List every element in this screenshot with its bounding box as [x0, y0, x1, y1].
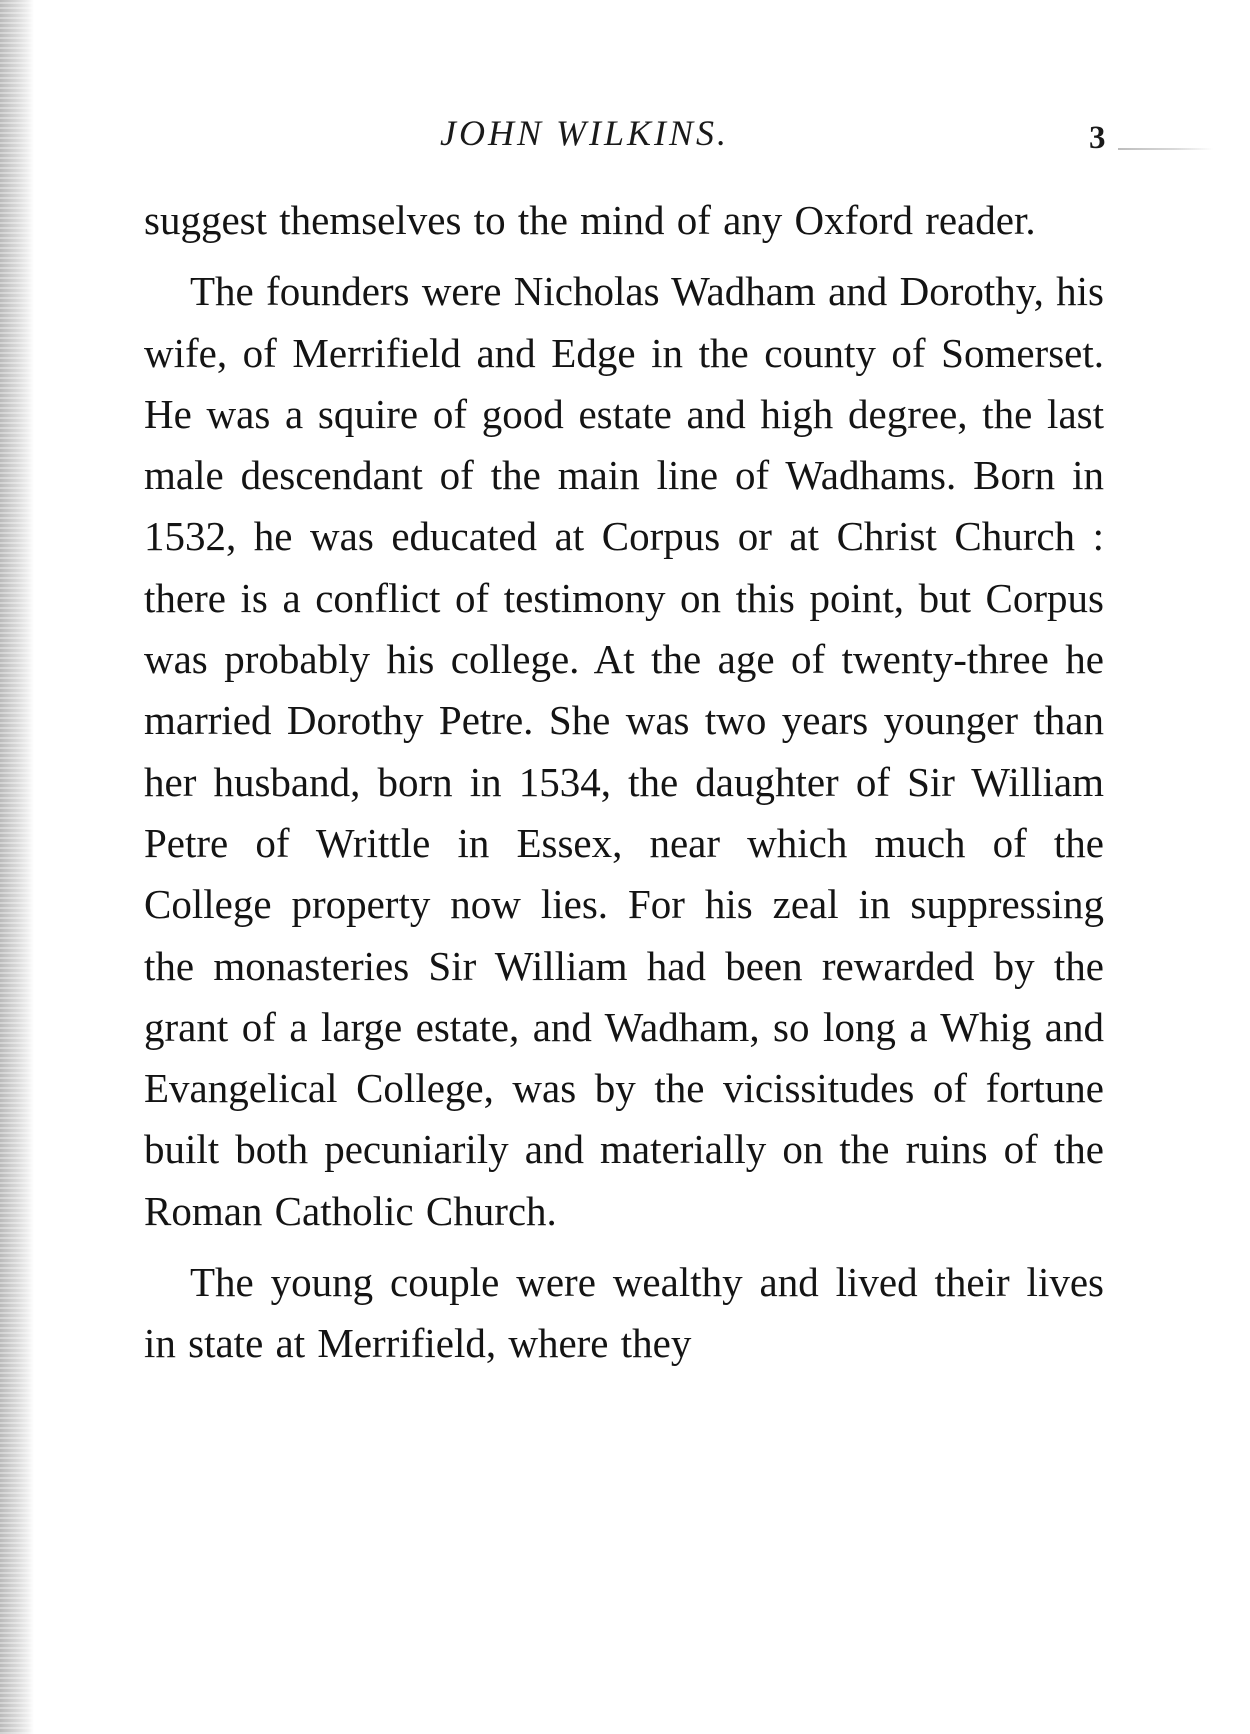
- running-title: JOHN WILKINS.: [440, 113, 729, 153]
- running-head: [0, 112, 1250, 162]
- paragraph-continuation: suggest themselves to the mind of any Oxford reader.: [144, 197, 1036, 243]
- paragraph-founders: The founders were Nicholas Wadham and Dorothy, his wife, of Merrifield and Edge in the county of Somerset. He was a squire of good estate and high degree, the last male descendant of the main line of Wadhams. Born in 1532, he was educated at Corpus or at Christ Church : there is a conflict of testimony on this point, but Corpus was probably his college. At the age of twenty-three he married Dorothy Petre. She was two years younger than her husband, born in 1534, the daughter of Sir William Petre of Writtle in Essex, near which much of the College property now lies. For his zeal in suppressing the monasteries Sir William had been rewarded by the grant of a large estate, and Wadham, so long a Whig and Evangelical College, was by the vicissitudes of fortune built both pecuniarily and materially on the ruins of the Roman Catholic Church.: [144, 268, 1104, 1234]
- header-rule: [1118, 148, 1213, 150]
- body-text: [144, 190, 1104, 1385]
- paragraph-young-couple: The young couple were wealthy and lived their lives in state at Merrifield, where they: [144, 1259, 1104, 1367]
- page-number: 3: [1089, 120, 1106, 156]
